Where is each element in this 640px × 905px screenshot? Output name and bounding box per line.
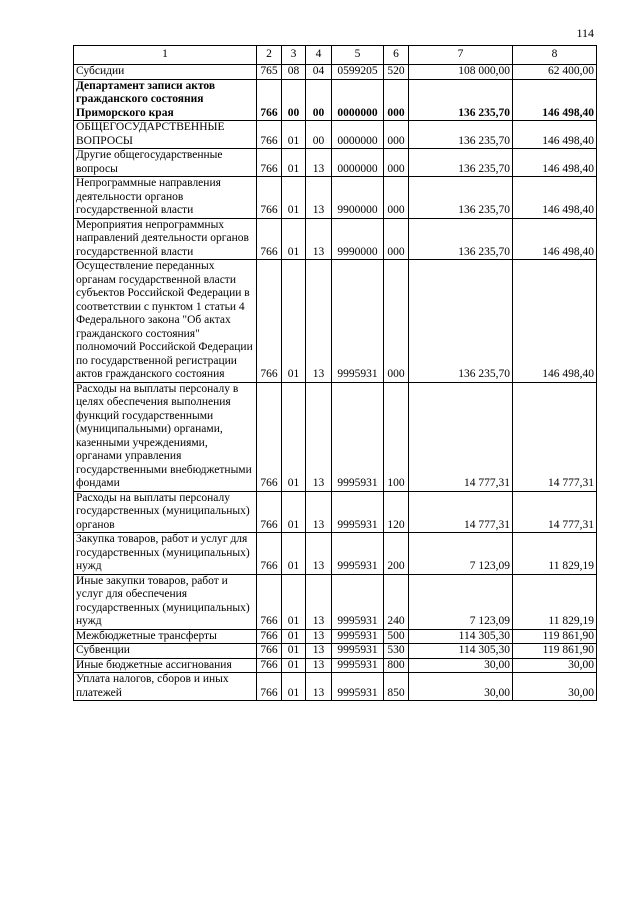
section-code: 01 — [282, 177, 306, 219]
chapter-code: 766 — [257, 382, 282, 491]
amount-col-7: 136 235,70 — [409, 177, 513, 219]
row-name: Уплата налогов, сборов и иных платежей — [74, 673, 257, 701]
subsection-code: 13 — [306, 644, 332, 659]
amount-col-7: 30,00 — [409, 658, 513, 673]
row-name: Иные бюджетные ассигнования — [74, 658, 257, 673]
row-name: Иные закупки товаров, работ и услуг для обеспечения государственных (муниципальных) нужд — [74, 574, 257, 629]
table-row — [74, 121, 597, 149]
chapter-code: 766 — [257, 673, 282, 701]
page-number: 114 — [576, 26, 594, 40]
target-article-code: 9995931 — [332, 673, 384, 701]
subsection-code: 13 — [306, 177, 332, 219]
amount-col-8: 30,00 — [513, 658, 597, 673]
row-name: Субсидии — [74, 65, 257, 80]
chapter-code: 766 — [257, 177, 282, 219]
column-header: 2 — [257, 46, 282, 65]
column-header: 3 — [282, 46, 306, 65]
amount-col-8: 146 498,40 — [513, 260, 597, 383]
target-article-code: 9995931 — [332, 382, 384, 491]
table-row — [74, 177, 597, 219]
table-row — [74, 382, 597, 491]
target-article-code: 0000000 — [332, 149, 384, 177]
amount-col-7: 7 123,09 — [409, 574, 513, 629]
row-name: ОБЩЕГОСУДАРСТВЕННЫЕ ВОПРОСЫ — [74, 121, 257, 149]
amount-col-7: 14 777,31 — [409, 491, 513, 533]
subsection-code: 04 — [306, 65, 332, 80]
target-article-code: 9995931 — [332, 574, 384, 629]
amount-col-7: 136 235,70 — [409, 121, 513, 149]
section-code: 01 — [282, 673, 306, 701]
subsection-code: 13 — [306, 673, 332, 701]
amount-col-7: 7 123,09 — [409, 533, 513, 575]
section-code: 01 — [282, 629, 306, 644]
amount-col-7: 136 235,70 — [409, 218, 513, 260]
table-row — [74, 260, 597, 383]
section-code: 01 — [282, 260, 306, 383]
row-name: Осуществление переданных органам государственной власти субъектов Российской Федерации в соответствии с пунктом 1 статьи 4 Федерального закона "Об актах гражданского состояния" полномочий Российской Федерации по государственной регистрации актов гражданского состояния — [74, 260, 257, 383]
amount-col-8: 14 777,31 — [513, 382, 597, 491]
table-row — [74, 673, 597, 701]
chapter-code: 765 — [257, 65, 282, 80]
chapter-code: 766 — [257, 644, 282, 659]
section-code: 01 — [282, 658, 306, 673]
subsection-code: 13 — [306, 533, 332, 575]
amount-col-7: 14 777,31 — [409, 382, 513, 491]
table-row — [74, 629, 597, 644]
chapter-code: 766 — [257, 218, 282, 260]
column-header: 4 — [306, 46, 332, 65]
target-article-code: 9995931 — [332, 658, 384, 673]
expense-type-code: 500 — [384, 629, 409, 644]
expense-type-code: 000 — [384, 260, 409, 383]
expense-type-code: 000 — [384, 177, 409, 219]
row-name: Мероприятия непрограммных направлений деятельности органов государственной власти — [74, 218, 257, 260]
chapter-code: 766 — [257, 121, 282, 149]
table-row — [74, 218, 597, 260]
chapter-code: 766 — [257, 629, 282, 644]
row-name: Субвенции — [74, 644, 257, 659]
table-row — [74, 65, 597, 80]
column-header: 5 — [332, 46, 384, 65]
section-code: 01 — [282, 121, 306, 149]
target-article-code: 9990000 — [332, 218, 384, 260]
amount-col-7: 30,00 — [409, 673, 513, 701]
table-row — [74, 533, 597, 575]
subsection-code: 13 — [306, 260, 332, 383]
amount-col-8: 62 400,00 — [513, 65, 597, 80]
chapter-code: 766 — [257, 658, 282, 673]
column-header: 6 — [384, 46, 409, 65]
expense-type-code: 000 — [384, 149, 409, 177]
row-name: Расходы на выплаты персоналу в целях обеспечения выполнения функций государственными (муниципальными) органами, казенными учреждениями, органами управления государственными внебюджетными фондами — [74, 382, 257, 491]
amount-col-8: 146 498,40 — [513, 177, 597, 219]
section-code: 01 — [282, 149, 306, 177]
section-code: 01 — [282, 382, 306, 491]
target-article-code: 0000000 — [332, 121, 384, 149]
row-name: Другие общегосударственные вопросы — [74, 149, 257, 177]
header-row — [74, 46, 597, 65]
subsection-code: 00 — [306, 121, 332, 149]
amount-col-7: 114 305,30 — [409, 644, 513, 659]
column-header: 7 — [409, 46, 513, 65]
subsection-code: 13 — [306, 218, 332, 260]
amount-col-8: 146 498,40 — [513, 218, 597, 260]
expense-type-code: 100 — [384, 382, 409, 491]
target-article-code: 0599205 — [332, 65, 384, 80]
row-name: Департамент записи актов гражданского состояния Приморского края — [74, 79, 257, 121]
chapter-code: 766 — [257, 149, 282, 177]
subsection-code: 13 — [306, 658, 332, 673]
amount-col-8: 11 829,19 — [513, 574, 597, 629]
column-header: 8 — [513, 46, 597, 65]
section-code: 08 — [282, 65, 306, 80]
section-code: 00 — [282, 79, 306, 121]
table-row — [74, 644, 597, 659]
table-row — [74, 79, 597, 121]
amount-col-7: 108 000,00 — [409, 65, 513, 80]
expense-type-code: 850 — [384, 673, 409, 701]
target-article-code: 0000000 — [332, 79, 384, 121]
table-row — [74, 574, 597, 629]
budget-table — [73, 45, 597, 701]
amount-col-8: 146 498,40 — [513, 121, 597, 149]
expense-type-code: 120 — [384, 491, 409, 533]
row-name: Расходы на выплаты персоналу государственных (муниципальных) органов — [74, 491, 257, 533]
section-code: 01 — [282, 574, 306, 629]
amount-col-8: 146 498,40 — [513, 149, 597, 177]
table-row — [74, 491, 597, 533]
row-name: Закупка товаров, работ и услуг для государственных (муниципальных) нужд — [74, 533, 257, 575]
target-article-code: 9995931 — [332, 629, 384, 644]
row-name: Непрограммные направления деятельности органов государственной власти — [74, 177, 257, 219]
chapter-code: 766 — [257, 491, 282, 533]
subsection-code: 13 — [306, 491, 332, 533]
chapter-code: 766 — [257, 533, 282, 575]
amount-col-7: 136 235,70 — [409, 79, 513, 121]
section-code: 01 — [282, 533, 306, 575]
expense-type-code: 000 — [384, 121, 409, 149]
expense-type-code: 000 — [384, 79, 409, 121]
amount-col-8: 119 861,90 — [513, 629, 597, 644]
subsection-code: 13 — [306, 382, 332, 491]
subsection-code: 00 — [306, 79, 332, 121]
amount-col-7: 114 305,30 — [409, 629, 513, 644]
column-header: 1 — [74, 46, 257, 65]
target-article-code: 9995931 — [332, 644, 384, 659]
chapter-code: 766 — [257, 79, 282, 121]
table-row — [74, 149, 597, 177]
chapter-code: 766 — [257, 574, 282, 629]
expense-type-code: 240 — [384, 574, 409, 629]
target-article-code: 9995931 — [332, 491, 384, 533]
target-article-code: 9900000 — [332, 177, 384, 219]
amount-col-8: 14 777,31 — [513, 491, 597, 533]
subsection-code: 13 — [306, 574, 332, 629]
section-code: 01 — [282, 218, 306, 260]
subsection-code: 13 — [306, 629, 332, 644]
amount-col-7: 136 235,70 — [409, 260, 513, 383]
row-name: Межбюджетные трансферты — [74, 629, 257, 644]
expense-type-code: 520 — [384, 65, 409, 80]
amount-col-8: 119 861,90 — [513, 644, 597, 659]
chapter-code: 766 — [257, 260, 282, 383]
expense-type-code: 200 — [384, 533, 409, 575]
subsection-code: 13 — [306, 149, 332, 177]
amount-col-8: 146 498,40 — [513, 79, 597, 121]
expense-type-code: 530 — [384, 644, 409, 659]
amount-col-7: 136 235,70 — [409, 149, 513, 177]
amount-col-8: 30,00 — [513, 673, 597, 701]
section-code: 01 — [282, 491, 306, 533]
table-row — [74, 658, 597, 673]
section-code: 01 — [282, 644, 306, 659]
expense-type-code: 000 — [384, 218, 409, 260]
target-article-code: 9995931 — [332, 533, 384, 575]
amount-col-8: 11 829,19 — [513, 533, 597, 575]
target-article-code: 9995931 — [332, 260, 384, 383]
expense-type-code: 800 — [384, 658, 409, 673]
